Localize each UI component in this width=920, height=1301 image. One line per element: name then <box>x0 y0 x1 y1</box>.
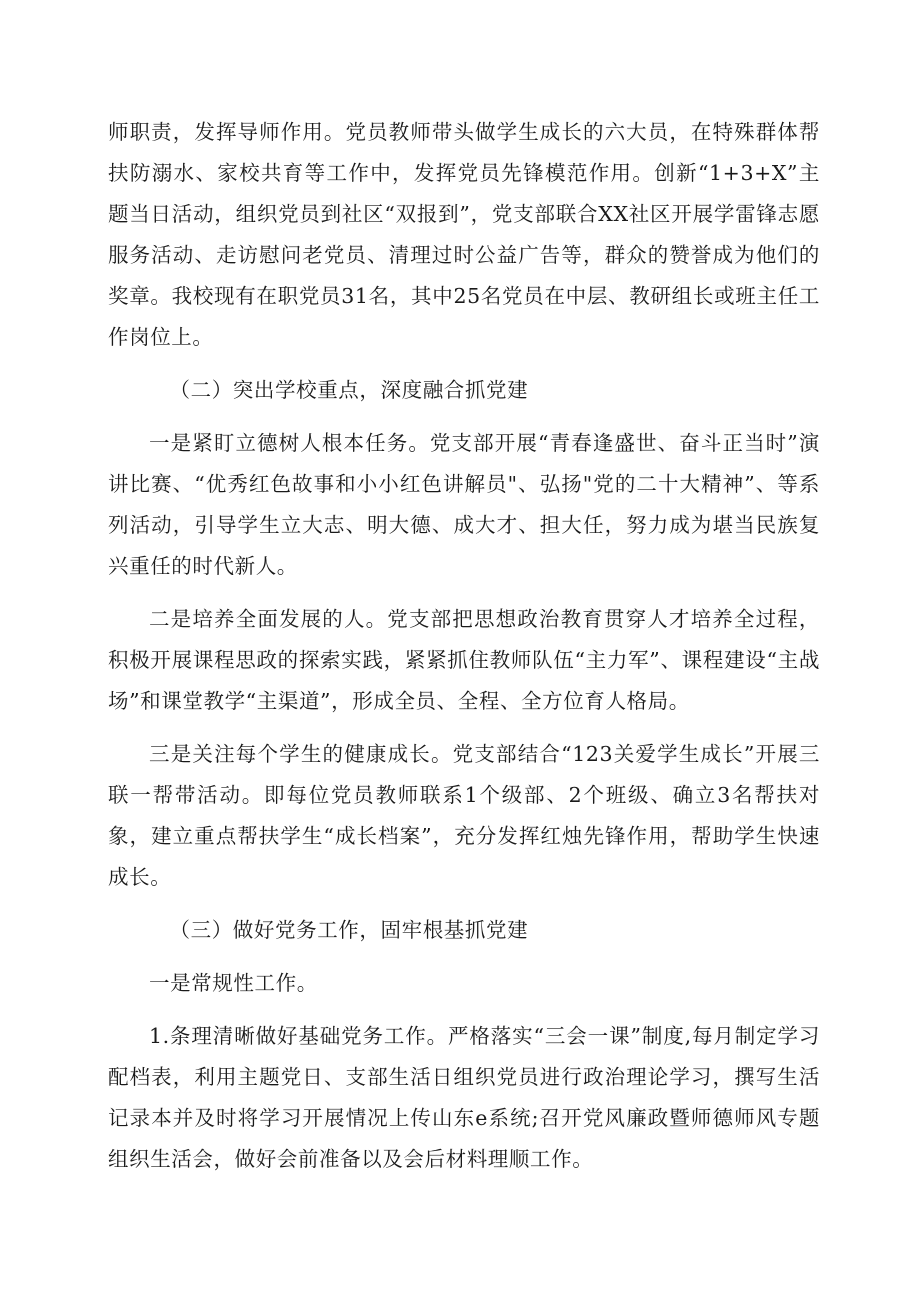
paragraph-continued: 师职责，发挥导师作用。党员教师带头做学生成长的六大员，在特殊群体帮扶防溺水、家校共育等工作中，发挥党员先锋模范作用。创新“1+3+X”主题当日活动，组织党员到社区“双报到”，党支部联合XX社区开展学雷锋志愿服务活动、走访慰问老党员、清理过时公益广告等，群众的赞誉成为他们的奖章。我校现有在职党员31名，其中25名党员在中层、教研组长或班主任工作岗位上。 <box>108 120 820 349</box>
paragraph-basic-party-affairs: 1.条理清晰做好基础党务工作。严格落实“三会一课”制度,每月制定学习配档表，利用主题党日、支部生活日组织党员进行政治理论学习，撰写生活记录本并及时将学习开展情况上传山东e系统;召开党风廉政暨师德师风专题组织生活会，做好会前准备以及会后材料理顺工作。 <box>108 1024 820 1171</box>
paragraph-routine-work: 一是常规性工作。 <box>149 971 318 995</box>
section-heading-2: （二）突出学校重点，深度融合抓党建 <box>169 378 529 402</box>
paragraph-student-health: 三是关注每个学生的健康成长。党支部结合“123关爱学生成长”开展三联一帮带活动。即每位党员教师联系1个级部、2个班级、确立3名帮扶对象，建立重点帮扶学生“成长档案”，充分发挥红烛先锋作用，帮助学生快速成长。 <box>108 742 820 889</box>
document-body <box>108 112 820 1180</box>
section-heading-3: （三）做好党务工作，固牢根基抓党建 <box>169 918 529 942</box>
paragraph-moral-education: 一是紧盯立德树人根本任务。党支部开展“青春逢盛世、奋斗正当时”演讲比赛、“优秀红色故事和小小红色讲解员"、弘扬"党的二十大精神”、等系列活动，引导学生立大志、明大德、成大才、担大任，努力成为堪当民族复兴重任的时代新人。 <box>108 431 820 578</box>
paragraph-all-round-development: 二是培养全面发展的人。党支部把思想政治教育贯穿人才培养全过程，积极开展课程思政的探索实践，紧紧抓住教师队伍“主力军”、课程建设“主战场”和课堂教学“主渠道”，形成全员、全程、全方位育人格局。 <box>108 607 820 713</box>
